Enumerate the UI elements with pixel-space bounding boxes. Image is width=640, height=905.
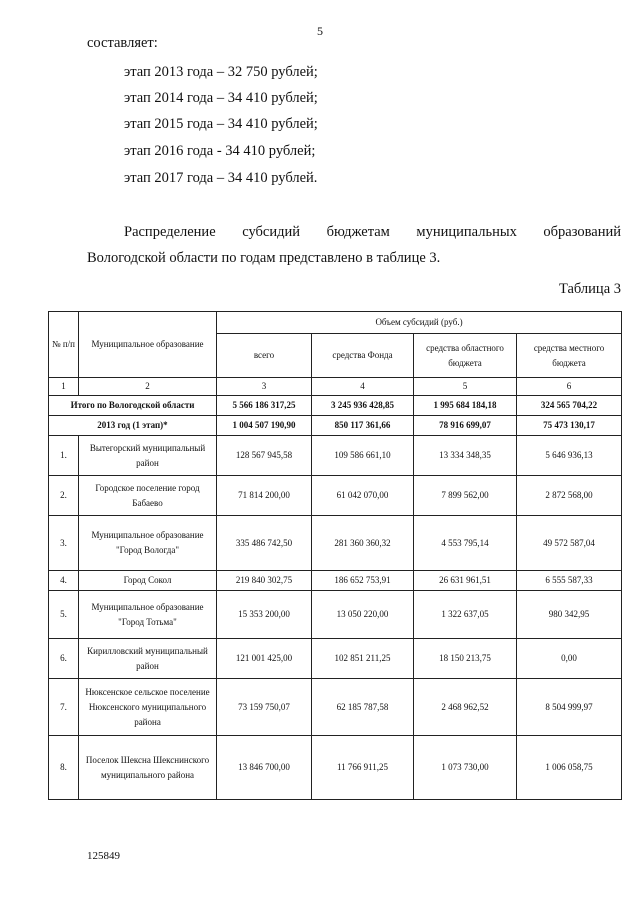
cell-fund: 61 042 070,00	[312, 476, 414, 516]
cell-total: 1 004 507 190,90	[217, 416, 312, 436]
header-regional: средства областного бюджета	[414, 334, 517, 378]
cell-total: 335 486 742,50	[217, 516, 312, 571]
cell-local: 5 646 936,13	[517, 436, 622, 476]
cell-regional: 13 334 348,35	[414, 436, 517, 476]
header-subsidy-group: Объем субсидий (руб.)	[217, 312, 622, 334]
table-row	[49, 436, 622, 476]
cell-municipality: Муниципальное образование "Город Вологда"	[79, 516, 217, 571]
cell-regional: 1 073 730,00	[414, 736, 517, 800]
cell-total: 121 001 425,00	[217, 639, 312, 679]
stage-line: этап 2016 года - 34 410 рублей;	[124, 143, 316, 159]
table-row	[49, 679, 622, 736]
cell-num: 5.	[49, 591, 79, 639]
column-number: 5	[414, 378, 517, 396]
cell-local: 49 572 587,04	[517, 516, 622, 571]
header-num: № п/п	[49, 312, 79, 378]
cell-local: 0,00	[517, 639, 622, 679]
table-row	[49, 591, 622, 639]
cell-fund: 281 360 360,32	[312, 516, 414, 571]
cell-municipality: Кирилловский муниципальный район	[79, 639, 217, 679]
header-local: средства местного бюджета	[517, 334, 622, 378]
cell-fund: 186 652 753,91	[312, 571, 414, 591]
cell-total: 13 846 700,00	[217, 736, 312, 800]
cell-municipality: Поселок Шексна Шекснинского муниципального района	[79, 736, 217, 800]
stage-line: этап 2017 года – 34 410 рублей.	[124, 170, 318, 186]
subsidy-table	[48, 311, 622, 800]
cell-fund: 102 851 211,25	[312, 639, 414, 679]
cell-local: 1 006 058,75	[517, 736, 622, 800]
cell-local: 980 342,95	[517, 591, 622, 639]
year-row	[49, 416, 622, 436]
intro-text: составляет:	[87, 35, 158, 51]
paragraph-line-2: Вологодской области по годам представлено в таблице 3.	[87, 250, 441, 266]
cell-regional: 7 899 562,00	[414, 476, 517, 516]
column-number: 1	[49, 378, 79, 396]
cell-municipality: Город Сокол	[79, 571, 217, 591]
cell-num: 8.	[49, 736, 79, 800]
header-fund: средства Фонда	[312, 334, 414, 378]
cell-local: 8 504 999,97	[517, 679, 622, 736]
paragraph-line-1: Распределение субсидий бюджетам муниципальных образований	[124, 224, 621, 240]
column-number: 2	[79, 378, 217, 396]
column-number: 6	[517, 378, 622, 396]
stage-line: этап 2015 года – 34 410 рублей;	[124, 116, 318, 132]
table-row	[49, 639, 622, 679]
footer-code: 125849	[87, 850, 120, 862]
cell-total: 5 566 186 317,25	[217, 396, 312, 416]
cell-num: 7.	[49, 679, 79, 736]
cell-num: 4.	[49, 571, 79, 591]
table-row	[49, 736, 622, 800]
cell-municipality: Муниципальное образование "Город Тотьма"	[79, 591, 217, 639]
cell-total: 128 567 945,58	[217, 436, 312, 476]
cell-regional: 78 916 699,07	[414, 416, 517, 436]
cell-fund: 109 586 661,10	[312, 436, 414, 476]
header-total: всего	[217, 334, 312, 378]
table-row	[49, 476, 622, 516]
year-row-label: 2013 год (1 этап)*	[49, 416, 217, 436]
column-number: 3	[217, 378, 312, 396]
cell-fund: 13 050 220,00	[312, 591, 414, 639]
cell-num: 6.	[49, 639, 79, 679]
total-row	[49, 396, 622, 416]
column-number: 4	[312, 378, 414, 396]
cell-regional: 26 631 961,51	[414, 571, 517, 591]
cell-num: 2.	[49, 476, 79, 516]
cell-regional: 18 150 213,75	[414, 639, 517, 679]
table-caption: Таблица 3	[558, 281, 621, 297]
cell-fund: 850 117 361,66	[312, 416, 414, 436]
cell-total: 71 814 200,00	[217, 476, 312, 516]
table-row	[49, 571, 622, 591]
cell-regional: 1 995 684 184,18	[414, 396, 517, 416]
page-number: 5	[317, 24, 323, 38]
cell-municipality: Городское поселение город Бабаево	[79, 476, 217, 516]
cell-total: 219 840 302,75	[217, 571, 312, 591]
cell-total: 73 159 750,07	[217, 679, 312, 736]
cell-local: 75 473 130,17	[517, 416, 622, 436]
cell-fund: 3 245 936 428,85	[312, 396, 414, 416]
cell-fund: 62 185 787,58	[312, 679, 414, 736]
stage-line: этап 2013 года – 32 750 рублей;	[124, 64, 318, 80]
cell-local: 2 872 568,00	[517, 476, 622, 516]
cell-num: 3.	[49, 516, 79, 571]
cell-municipality: Вытегорский муниципальный район	[79, 436, 217, 476]
cell-total: 15 353 200,00	[217, 591, 312, 639]
cell-regional: 4 553 795,14	[414, 516, 517, 571]
cell-local: 6 555 587,33	[517, 571, 622, 591]
table-row	[49, 516, 622, 571]
total-row-label: Итого по Вологодской области	[49, 396, 217, 416]
cell-local: 324 565 704,22	[517, 396, 622, 416]
cell-num: 1.	[49, 436, 79, 476]
header-municipality: Муниципальное образование	[79, 312, 217, 378]
cell-fund: 11 766 911,25	[312, 736, 414, 800]
stage-line: этап 2014 года – 34 410 рублей;	[124, 90, 318, 106]
cell-regional: 1 322 637,05	[414, 591, 517, 639]
cell-municipality: Нюксенское сельское поселение Нюксенского муниципального района	[79, 679, 217, 736]
cell-regional: 2 468 962,52	[414, 679, 517, 736]
